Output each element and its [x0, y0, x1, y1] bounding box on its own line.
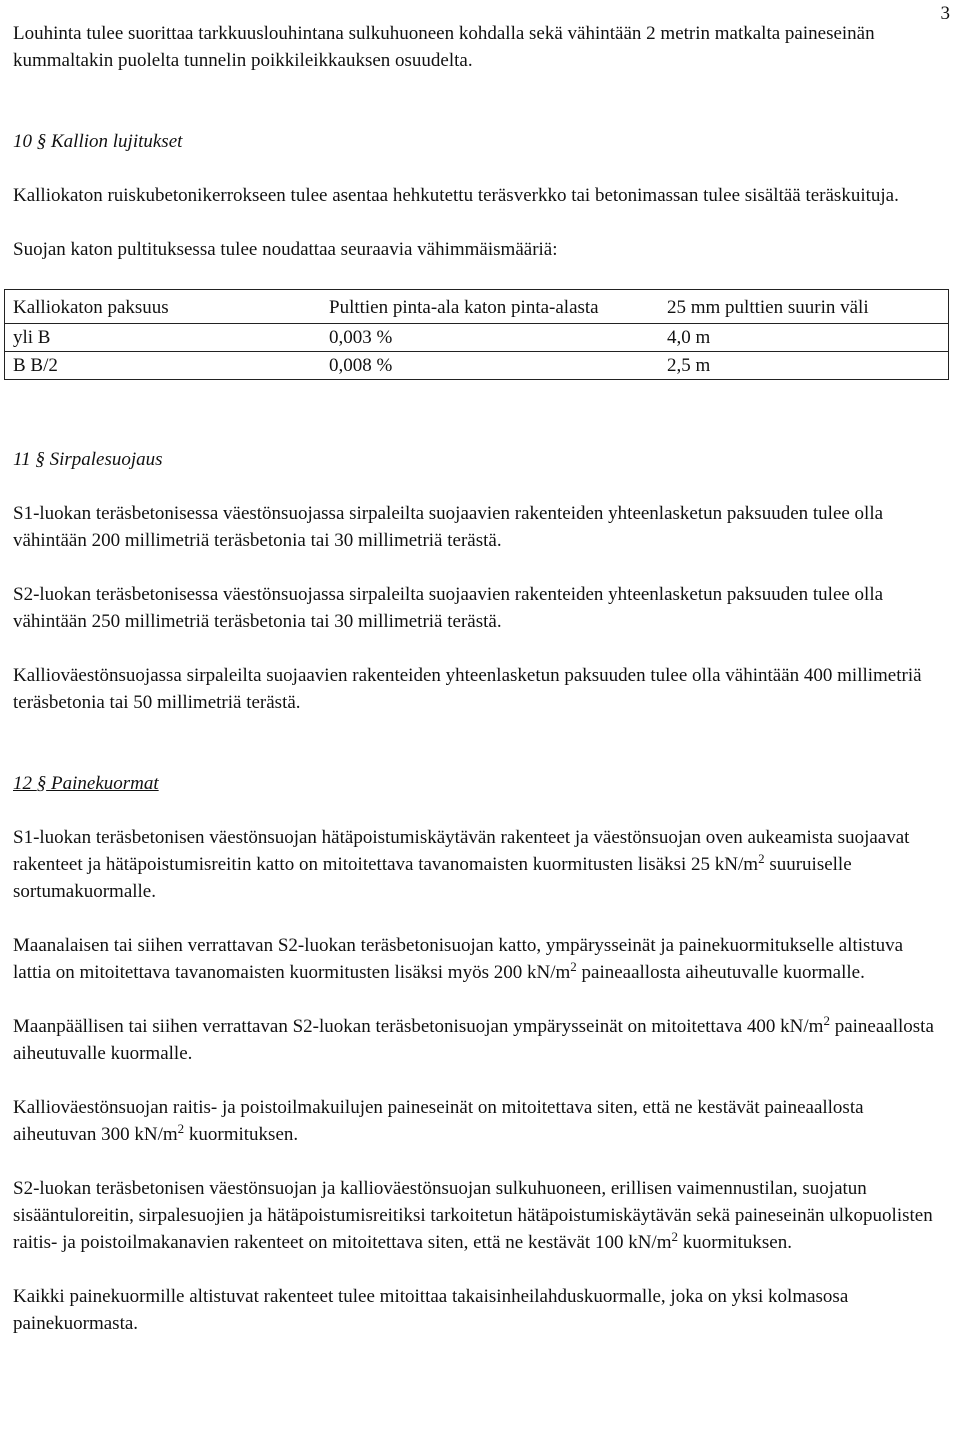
table-cell: B B/2 — [13, 355, 58, 376]
section-12-paragraph-3 — [13, 1013, 943, 1067]
section-10-number: 10 — [13, 131, 32, 152]
intro-paragraph: Louhinta tulee suorittaa tarkkuuslouhintana sulkuhuoneen kohdalla sekä vähintään 2 metrin matkalta paineseinän kummaltakin puolelta tunnelin poikkileikkauksen osuudelta. — [13, 23, 875, 71]
text-run: S1-luokan teräsbetonisen väestönsuojan hätäpoistumiskäytävän rakenteet ja väestönsuojan oven aukeamista suojaavat rakenteet ja hätäpoistumisreitin katto on mitoitettava tavanomaisten kuormitusten lisäksi 25 kN/m — [13, 827, 910, 875]
section-12-paragraph-6: Kaikki painekuormille altistuvat rakenteet tulee mitoittaa takaisinheilahduskuormalle, joka on yksi kolmasosa painekuormasta. — [13, 1286, 849, 1334]
section-11-number: 11 — [13, 449, 31, 470]
page-number: 3 — [940, 3, 950, 24]
text-run: Maanalaisen tai siihen verrattavan S2-luokan teräsbetonisuojan katto, ympärysseinät ja painekuormitukselle altistuva lattia on mitoitettava tavanomaisten kuormitusten lisäksi myös 200 kN/m — [13, 935, 904, 983]
superscript: 2 — [758, 851, 765, 866]
section-10-title: Kallion lujitukset — [51, 131, 183, 152]
text-run: Maanpäällisen tai siihen verrattavan S2-luokan teräsbetonisuojan ympärysseinät on mitoitettava 400 kN/m — [13, 1016, 824, 1037]
text-run: Kallioväestönsuojan raitis- ja poistoilmakuilujen paineseinät on mitoitettava siten, että ne kestävät paineaallosta aiheutuvan 300 kN/m — [13, 1097, 864, 1145]
section-10-paragraph-2: Suojan katon pultituksessa tulee noudattaa seuraavia vähimmäismääriä: — [13, 239, 558, 260]
table-header-cell: Pulttien pinta-ala katon pinta-alasta — [321, 290, 659, 324]
section-12-symbol: § — [36, 773, 47, 794]
section-12-paragraph-1 — [13, 824, 943, 905]
table-header-row — [5, 290, 949, 324]
superscript: 2 — [671, 1229, 678, 1244]
section-12-paragraph-4 — [13, 1094, 943, 1148]
table-cell: 2,5 m — [667, 355, 711, 376]
section-10-symbol: § — [36, 131, 47, 152]
superscript: 2 — [177, 1121, 185, 1136]
bolting-table — [4, 289, 949, 380]
section-12-title: Painekuormat — [51, 773, 159, 794]
table-header-cell: 25 mm pulttien suurin väli — [659, 290, 949, 324]
section-11-paragraph-1: S1-luokan teräsbetonisessa väestönsuojassa sirpaleilta suojaavien rakenteiden yhteenlasketun paksuuden tulee olla vähintään 200 millimetriä teräsbetonia tai 30 millimetriä terästä. — [13, 503, 884, 551]
table-cell: yli B — [5, 324, 322, 352]
text-run: kuormituksen. — [677, 1232, 792, 1253]
section-12-paragraph-5 — [13, 1175, 943, 1256]
section-11-symbol: § — [35, 449, 45, 470]
table-cell: 4,0 m — [659, 324, 949, 352]
text-run: paineaallosta aiheutuvalle kuormalle. — [13, 1016, 934, 1064]
table-cell: 0,008 % — [329, 355, 393, 376]
text-run: paineaallosta aiheutuvalle kuormalle. — [576, 962, 865, 983]
table-row — [5, 352, 949, 380]
text-run: suuruiselle sortumakuormalle. — [13, 854, 852, 902]
table-header-cell: Kalliokaton paksuus — [5, 290, 322, 324]
section-12-heading — [13, 770, 943, 797]
table-cell: 0,003 % — [321, 324, 659, 352]
section-12-number: 12 — [13, 773, 32, 794]
text-run: S2-luokan teräsbetonisen väestönsuojan ja kallioväestönsuojan sulkuhuoneen, erillisen vaimennustilan, suojatun sisääntuloreitin, sirpalesuojien ja hätäpoistumisreitiksi tarkoitetun hätäpoistumiskäytävän sekä paineseinän ulkopuolisten raitis- ja poistoilmakanavien rakenteet on mitoitettava siten, että ne kestävät 100 kN/m — [13, 1178, 933, 1253]
section-10-paragraph-1: Kalliokaton ruiskubetonikerrokseen tulee asentaa hehkutettu teräsverkko tai betonimassan tulee sisältää teräskuituja. — [13, 185, 899, 206]
section-10-heading — [13, 128, 943, 155]
section-11-heading — [13, 446, 943, 473]
document-page — [13, 20, 943, 1337]
superscript: 2 — [570, 959, 577, 974]
superscript: 2 — [823, 1013, 830, 1028]
section-11-paragraph-2: S2-luokan teräsbetonisessa väestönsuojassa sirpaleilta suojaavien rakenteiden yhteenlasketun paksuuden tulee olla vähintään 250 millimetriä teräsbetonia tai 30 millimetriä terästä. — [13, 584, 884, 632]
table-row — [5, 324, 949, 352]
section-12-paragraph-2 — [13, 932, 943, 986]
section-11-title: Sirpalesuojaus — [49, 449, 163, 470]
text-run: kuormituksen. — [184, 1124, 299, 1145]
section-11-paragraph-3: Kallioväestönsuojassa sirpaleilta suojaavien rakenteiden yhteenlasketun paksuuden tulee olla vähintään 400 millimetriä teräsbetonia tai 50 millimetriä terästä. — [13, 665, 922, 713]
